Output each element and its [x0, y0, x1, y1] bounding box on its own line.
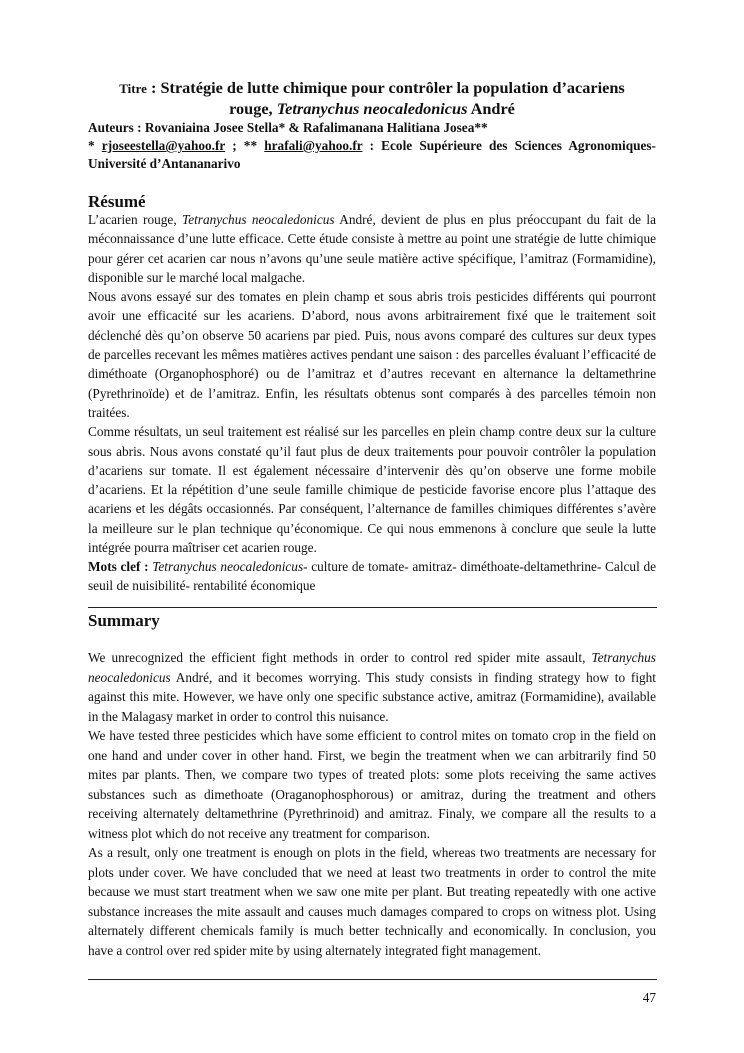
summary-p1-pre: We unrecognized the efficient fight methods in order to control red spider mite assault, — [88, 650, 592, 665]
resume-paragraph — [88, 210, 656, 287]
page-number: 47 — [642, 990, 656, 1005]
divider-top — [88, 607, 657, 608]
divider-bottom — [88, 979, 657, 980]
authors: Auteurs : Rovaniaina Josee Stella* & Rafalimanana Halitiana Josea** — [88, 120, 488, 135]
email-link-2[interactable]: hrafali@yahoo.fr — [264, 138, 363, 153]
title-sep: : — [146, 78, 161, 97]
keywords-label: Mots clef : — [88, 559, 149, 574]
title-line1: Stratégie de lutte chimique pour contrôler la population d’acariens — [160, 78, 625, 97]
paper-title — [88, 78, 656, 119]
summary-paragraph: We have tested three pesticides which have some efficient to control mites on tomato crop in the field on one hand and under cover in other hand. First, we begin the treatment when we can arbitrarily find 50 mites par plants. Then, we compare two types of treated plots: some plots receiving the same actives substances such as dimethoate (Oraganophosphorous) or amitraz, during the treatment and others receiving alternately deltamethrine (Pyrethrinoid) and amitraz. Finaly, we compare all the results to a witness plot which do not receive any treatment for comparison. — [88, 728, 656, 841]
resume-p1-pre: L’acarien rouge, — [88, 212, 183, 227]
aff-institution: : Ecole Supérieure des Sciences Agronomiques- Université d’Antananarivo — [88, 138, 656, 171]
resume-heading: Résumé — [88, 192, 146, 211]
resume-p1-species: Tetranychus neocaledonicus — [182, 212, 335, 227]
summary-p1-post: André, and it becomes worrying. This study consists in finding strategy how to fight against this mite. However, we have only one specific substance active, amitraz (Formamidine), available in the Malagasy market in order to control this nuisance. — [88, 669, 656, 724]
summary-paragraph — [88, 648, 656, 726]
keywords — [88, 557, 656, 595]
aff-star: * — [88, 138, 102, 153]
title-label: Titre — [119, 81, 147, 96]
affiliation — [88, 137, 656, 173]
resume-paragraph: Comme résultats, un seul traitement est réalisé sur les parcelles en plein champ contre deux sur la culture sous abris. Nous avons constaté qu’il faut plus de deux traitements pour pouvoir contrôler la population d’acariens sur tomate. Il est également nécessaire d’intervenir dès qu’on observe une forme mobile d’acariens. Et la répétition d’une seule famille chimique de pesticide favorise encore plus l’attaque des acariens et les dégâts occasionnés. Par conséquent, l’alternance de familles chimiques différentes s’avère la meilleure sur le plan technique qu’économique. Ce qui nous emmenons à conclure que seule la lutte intégrée pourra maîtriser cet acarien rouge. — [88, 424, 656, 556]
summary-p1-species: Tetranychus neocaledonicus — [88, 650, 656, 685]
aff-sep: ; ** — [225, 138, 265, 153]
resume-paragraph: Nous avons essayé sur des tomates en plein champ et sous abris trois pesticides différents qui pourront avoir une efficacité sur les acariens. D’abord, nous avons arbitrairement fixé que le traitement soit déclenché dès qu’on observe 50 acariens par pied. Puis, nous avons comparé des cultures sur deux types de parcelles recevant les mêmes matières actives pendant une saison : des parcelles évaluant l’efficacité de diméthoate (Organophosphoré) ou de l’amitraz et d’autres recevant en alternance la deltamethrine (Pyrethrinoïde) et de l’amitraz. Enfin, les résultats obtenus sont comparés à des parcelles témoin non traitées. — [88, 289, 656, 420]
title-species: Tetranychus neocaledonicus — [276, 99, 468, 118]
title-line2-pre: rouge, — [229, 99, 277, 118]
resume-p1-post: André, devient de plus en plus préoccupant du fait de la méconnaissance d’une lutte efficace. Cette étude consiste à mettre au point une stratégie de lutte chimique pour gérer cet acarien car nous n’avons qu’une seule matière active spécifique, l’amitraz (Formamidine), disponible sur le marché local malgache. — [88, 212, 656, 285]
summary-paragraph: As a result, only one treatment is enough on plots in the field, whereas two treatments are necessary for plots under cover. We have concluded that we need at least two treatments in order to control the mite because we must start treatment when we saw one mite per plant. But treating repeatedly with one active substance increases the mite assault and causes much damages compared to crops on witness plot. Using alternately different chemicals family is much better technically and economically. In conclusion, you have a control over red spider mite by using alternately integrated fight management. — [88, 845, 656, 958]
keywords-species: Tetranychus neocaledonicus — [152, 559, 304, 574]
keywords-rest: - culture de tomate- amitraz- diméthoate-deltamethrine- Calcul de seuil de nuisibilité- rentabilité économique — [88, 559, 656, 593]
summary-heading: Summary — [88, 611, 160, 630]
title-line2-post: André — [467, 99, 515, 118]
resume-body — [88, 210, 656, 557]
summary-body — [88, 648, 656, 960]
email-link-1[interactable]: rjoseestella@yahoo.fr — [101, 138, 226, 153]
